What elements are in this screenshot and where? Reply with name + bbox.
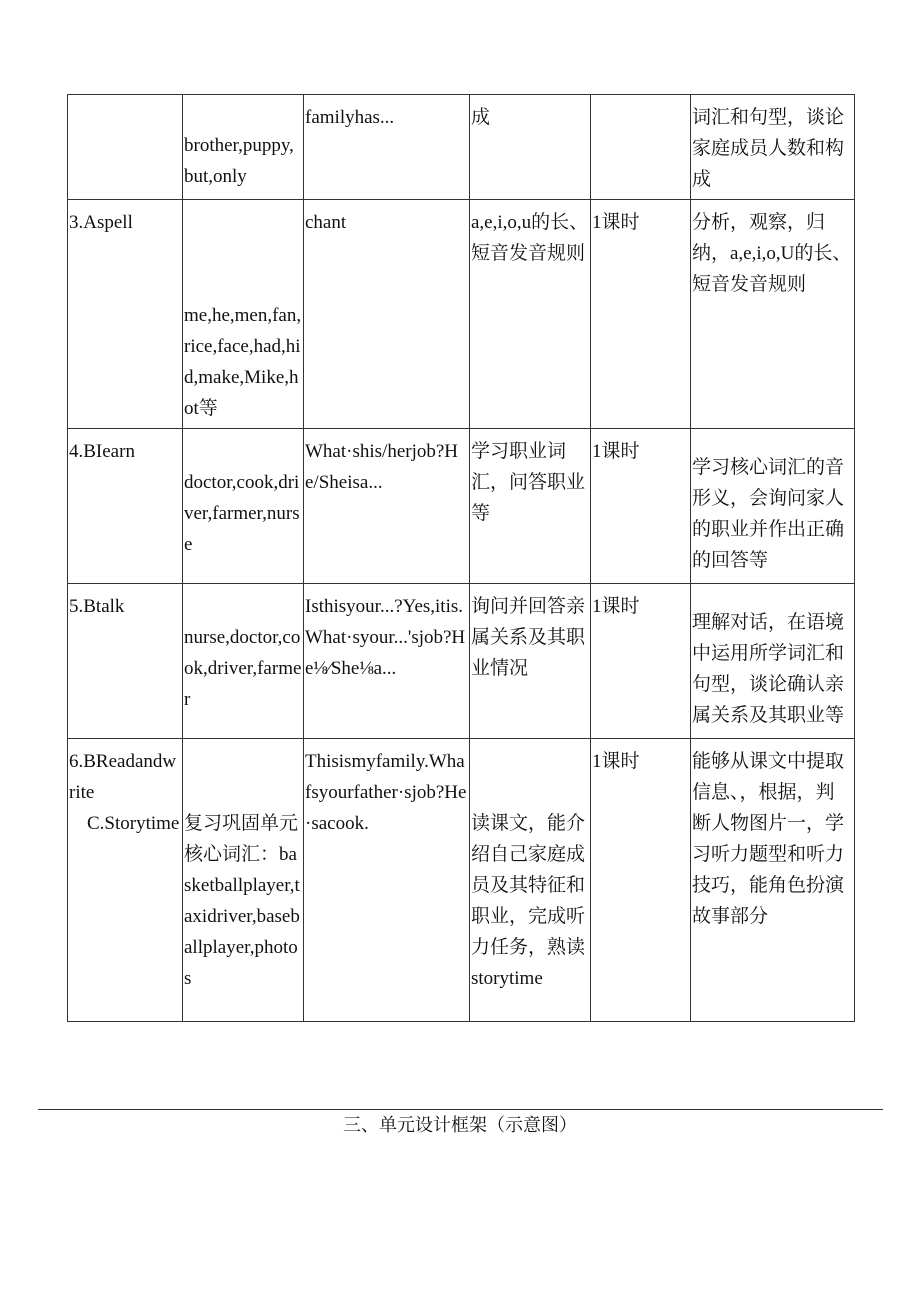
goals-cell: 能够从课文中提取信息、，根据，判断人物图片一，学习听力题型和听力技巧，能角色扮演故事部分 xyxy=(691,739,855,1022)
section-title: 三、单元设计框架（示意图） xyxy=(343,1115,577,1135)
pattern-cell: Isthisyour...?Yes,itis.What·syour...'sjob?He⅛∕She⅛a... xyxy=(304,584,470,739)
vocab-text: 复习巩固单元核心词汇：basketballplayer,taxidriver,baseballplayer,photos xyxy=(184,813,300,989)
table-row xyxy=(68,95,855,200)
goals-cell xyxy=(691,429,855,584)
vocab-text: brother,puppy,but,only xyxy=(184,135,294,187)
goals-text: 理解对话，在语境中运用所学词汇和句型，谈论确认亲属关系及其职业等 xyxy=(692,612,845,726)
lesson-cell xyxy=(68,739,183,1022)
content-cell: a,e,i,o,u的长、短音发音规则 xyxy=(470,200,591,429)
table-row xyxy=(68,584,855,739)
vocab-cell xyxy=(183,95,304,200)
vocab-cell xyxy=(183,739,304,1022)
pattern-cell: familyhas... xyxy=(304,95,470,200)
hours-cell xyxy=(591,95,691,200)
goals-cell xyxy=(691,584,855,739)
table-row xyxy=(68,200,855,429)
goals-text: 学习核心词汇的音形义，会询问家人的职业并作出正确的回答等 xyxy=(692,457,845,571)
table-row xyxy=(68,739,855,1022)
lesson-text: 6.BReadandwrite xyxy=(69,751,177,803)
content-text-last: storytime xyxy=(471,968,543,989)
vocab-cell xyxy=(183,429,304,584)
section-divider xyxy=(38,1109,883,1110)
hours-cell: 1课时 xyxy=(591,429,691,584)
content-cell: 学习职业词汇，问答职业等 xyxy=(470,429,591,584)
hours-cell: 1课时 xyxy=(591,584,691,739)
pattern-cell: What·shis/herjob?He/Sheisa... xyxy=(304,429,470,584)
vocab-cell xyxy=(183,584,304,739)
vocab-cell xyxy=(183,200,304,429)
hours-cell: 1课时 xyxy=(591,200,691,429)
vocab-text: me,he,men,fan,rice,face,had,hid,make,Mike,hot等 xyxy=(184,305,302,419)
vocab-text: doctor,cook,driver,farmer,nurse xyxy=(184,472,300,555)
lesson-cell: 3.Aspell xyxy=(68,200,183,429)
lesson-plan-table xyxy=(67,94,855,1022)
pattern-cell: chant xyxy=(304,200,470,429)
content-cell: 成 xyxy=(470,95,591,200)
pattern-cell: Thisismyfamily.Whafsyourfather·sjob?He·sacook. xyxy=(304,739,470,1022)
hours-cell: 1课时 xyxy=(591,739,691,1022)
lesson-cell: 5.Btalk xyxy=(68,584,183,739)
content-cell xyxy=(470,739,591,1022)
goals-cell: 词汇和句型，谈论家庭成员人数和构成 xyxy=(691,95,855,200)
lesson-cell xyxy=(68,95,183,200)
lesson-cell: 4.BIearn xyxy=(68,429,183,584)
lesson-subtitle: C.Storytime xyxy=(87,813,180,834)
content-text: 读课文，能介绍自己家庭成员及其特征和职业，完成听力任务，熟读 xyxy=(471,813,586,958)
vocab-text: nurse,doctor,cook,driver,farmer xyxy=(184,627,302,710)
table-row xyxy=(68,429,855,584)
goals-cell: 分析，观察，归纳，a,e,i,o,U的长、短音发音规则 xyxy=(691,200,855,429)
content-cell: 询问并回答亲属关系及其职业情况 xyxy=(470,584,591,739)
